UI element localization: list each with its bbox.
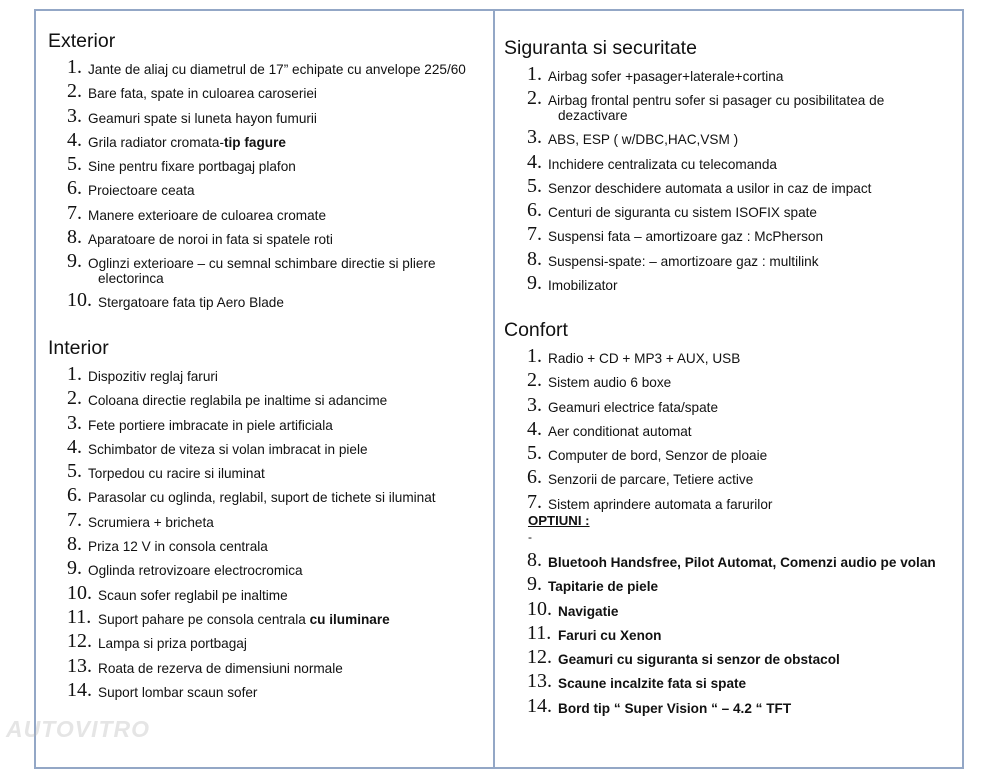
item-text: [558, 652, 840, 667]
item-number: 10.: [67, 289, 92, 312]
options-label: OPTIUNI :: [528, 513, 590, 528]
list-item: [527, 273, 957, 297]
item-text-regular: Computer de bord, Senzor de ploaie: [548, 448, 768, 464]
item-number: 5.: [67, 460, 82, 483]
item-text-regular: Bare fata, spate in culoarea caroseriei: [88, 86, 317, 102]
item-text-regular: Airbag frontal pentru sofer si pasager cu posibilitatea de: [548, 93, 885, 109]
item-text-regular: Grila radiator cromata-: [88, 134, 224, 150]
item-text-regular: Suspensi fata – amortizoare gaz : McPherson: [548, 229, 824, 245]
item-text: [548, 497, 772, 512]
item-text-regular: Inchidere centralizata cu telecomanda: [548, 156, 777, 172]
item-text-regular: Suport lombar scaun sofer: [98, 684, 258, 700]
item-text: [548, 375, 671, 390]
column-divider: [493, 9, 495, 769]
list-item: [527, 467, 957, 491]
item-text-regular: Aer conditionat automat: [548, 423, 692, 439]
list-item: [527, 647, 967, 671]
item-number: 8.: [67, 226, 82, 249]
item-text-regular: Dispozitiv reglaj faruri: [88, 369, 218, 384]
item-number: 9.: [67, 557, 82, 580]
item-text: [88, 442, 368, 457]
item-number: 5.: [67, 153, 82, 176]
item-number: 1.: [527, 345, 542, 367]
item-text-regular: Stergatoare fata tip Aero Blade: [98, 295, 284, 311]
item-text: [88, 539, 268, 554]
item-text-bold: cu iluminare: [309, 611, 390, 627]
list-item: [67, 178, 487, 202]
list-item: [67, 485, 487, 509]
item-text: [98, 295, 284, 310]
list-item: [527, 492, 957, 516]
item-text: [88, 369, 218, 384]
item-number: 13.: [527, 670, 552, 693]
item-text-regular: Torpedou cu racire si iluminat: [88, 466, 265, 482]
item-text-regular: Senzor deschidere automata a usilor in caz de impact: [548, 180, 872, 196]
list-item: [67, 534, 487, 558]
item-text: [558, 628, 661, 643]
list-item: [527, 574, 967, 598]
item-text: [88, 466, 265, 481]
item-text-regular: Radio + CD + MP3 + AUX, USB: [548, 351, 741, 366]
list-item: [527, 127, 957, 151]
item-text-regular: Priza 12 V in consola centrala: [88, 539, 268, 555]
item-number: 10.: [67, 581, 92, 604]
item-text: [88, 232, 333, 247]
item-text-bold: Geamuri cu siguranta si senzor de obstacol: [558, 652, 840, 668]
item-number: 2.: [67, 387, 82, 410]
item-number: 4.: [67, 435, 82, 458]
siguranta-list: [527, 64, 957, 297]
item-text-regular: ABS, ESP ( w/DBC,HAC,VSM ): [548, 132, 739, 148]
list-item: [67, 106, 487, 130]
item-text: [98, 588, 288, 603]
list-item: [67, 388, 487, 412]
list-item: [67, 227, 487, 251]
confort-list: [527, 346, 957, 516]
item-text: [548, 69, 783, 84]
item-number: 4.: [67, 128, 82, 151]
list-item: [527, 176, 957, 200]
item-text-regular: Scaun sofer reglabil pe inaltime: [98, 587, 288, 603]
list-item: [67, 130, 487, 154]
item-text: [548, 229, 823, 244]
options-list: [527, 550, 967, 720]
item-text: [548, 254, 819, 269]
item-number: 11.: [67, 605, 92, 628]
item-text: [98, 685, 257, 700]
item-number: 3.: [527, 126, 542, 149]
list-item: [527, 249, 957, 273]
item-number: 3.: [67, 104, 82, 127]
item-text-regular: Lampa si priza portbagaj: [98, 636, 247, 652]
item-number: 5.: [527, 174, 542, 197]
item-number: 6.: [527, 466, 542, 489]
list-item: [67, 203, 487, 227]
item-text: [88, 393, 387, 408]
item-text: [88, 208, 326, 223]
item-text-regular: Suport pahare pe consola centrala: [98, 611, 310, 627]
item-text-regular: Geamuri electrice fata/spate: [548, 399, 719, 415]
list-item: [67, 154, 487, 178]
item-text: [88, 418, 333, 433]
item-text: [88, 490, 436, 505]
item-number: 10.: [527, 597, 552, 620]
item-number: 6.: [67, 177, 82, 200]
list-item: [67, 364, 487, 388]
list-item: [527, 696, 967, 720]
item-text: [558, 676, 746, 691]
item-text-regular: Coloana directie reglabila pe inaltime si adancime: [88, 393, 388, 409]
item-text-regular: Oglinda retrovizoare electrocromica: [88, 563, 303, 579]
item-number: 6.: [67, 484, 82, 507]
item-number: 4.: [527, 150, 542, 173]
item-text: [548, 424, 692, 439]
item-text-regular: Schimbator de viteza si volan imbracat in piele: [88, 441, 368, 457]
item-text-regular: Proiectoare ceata: [88, 183, 195, 199]
item-text-continuation: dezactivare: [558, 108, 628, 124]
item-text-regular: Centuri de siguranta cu sistem ISOFIX spate: [548, 205, 817, 221]
item-text: [548, 472, 753, 487]
item-text: [98, 612, 390, 627]
item-text-regular: Jante de aliaj cu diametrul de 17” echipate cu anvelope 225/60: [88, 62, 466, 77]
item-text: [88, 62, 466, 77]
list-item: [67, 631, 487, 655]
list-item: [527, 224, 957, 248]
item-text-regular: Sistem audio 6 boxe: [548, 375, 672, 391]
item-number: 13.: [67, 654, 92, 677]
item-number: 14.: [67, 678, 92, 701]
item-text-regular: Senzorii de parcare, Tetiere active: [548, 472, 754, 488]
item-number: 3.: [527, 393, 542, 416]
item-number: 7.: [67, 201, 82, 224]
item-text: [558, 701, 791, 716]
item-text-regular: Airbag sofer +pasager+laterale+cortina: [548, 69, 784, 84]
list-item: [527, 671, 967, 695]
list-item: [527, 370, 957, 394]
watermark-logo: AUTOVITRO: [6, 716, 151, 742]
item-number: 2.: [67, 80, 82, 103]
item-text-regular: Manere exterioare de culoarea cromate: [88, 207, 327, 223]
item-text-continuation: electorinca: [98, 271, 164, 287]
item-text-bold: Navigatie: [558, 603, 619, 619]
item-number: 9.: [67, 250, 82, 273]
item-text: [98, 636, 247, 651]
list-item: [527, 152, 957, 176]
list-item: [527, 599, 967, 623]
item-text: [548, 157, 777, 172]
item-text: [88, 563, 303, 578]
item-text: [548, 448, 767, 463]
item-text: [548, 93, 884, 123]
item-text-regular: Geamuri spate si luneta hayon fumurii: [88, 110, 317, 126]
item-text: [98, 661, 343, 676]
list-item: [527, 550, 967, 574]
item-text: [558, 604, 618, 619]
item-text: [548, 400, 718, 415]
list-item: [67, 413, 487, 437]
item-text: [88, 86, 317, 101]
list-item: [527, 395, 957, 419]
list-item: [67, 510, 487, 534]
item-number: 14.: [527, 694, 552, 717]
item-text-regular: Fete portiere imbracate in piele artificiala: [88, 417, 333, 433]
list-item: [67, 251, 487, 290]
list-item: [527, 64, 957, 88]
item-number: 7.: [67, 508, 82, 531]
item-text: [88, 159, 296, 174]
list-item: [527, 88, 957, 127]
item-text-bold: Faruri cu Xenon: [558, 627, 662, 643]
item-text-regular: Suspensi-spate: – amortizoare gaz : multilink: [548, 253, 819, 269]
exterior-heading: Exterior: [48, 30, 116, 52]
item-text-regular: Sine pentru fixare portbagaj plafon: [88, 159, 296, 175]
item-number: 8.: [527, 247, 542, 270]
item-text: [548, 132, 738, 147]
item-text-bold: Bord tip “ Super Vision “ – 4.2 “ TFT: [558, 700, 792, 716]
list-item: [527, 346, 957, 370]
item-number: 2.: [527, 87, 542, 110]
item-text-regular: Oglinzi exterioare – cu semnal schimbare directie si pliere: [88, 256, 436, 272]
item-number: 3.: [67, 411, 82, 434]
item-number: 9.: [527, 272, 542, 295]
item-number: 2.: [527, 369, 542, 392]
item-number: 12.: [67, 630, 92, 653]
list-item: [67, 656, 487, 680]
item-text-regular: Aparatoare de noroi in fata si spatele roti: [88, 232, 333, 248]
item-number: 9.: [527, 573, 542, 596]
item-text: [88, 515, 214, 530]
list-item: [67, 583, 487, 607]
item-text: [548, 278, 618, 293]
item-text: [548, 351, 740, 366]
item-text-regular: Scrumiera + bricheta: [88, 514, 214, 530]
item-text-bold: Bluetooh Handsfree, Pilot Automat, Comenzi audio pe volan: [548, 555, 936, 570]
interior-list: [67, 364, 487, 704]
item-text-bold: Tapitarie de piele: [548, 579, 659, 595]
item-number: 7.: [527, 223, 542, 246]
list-item: [67, 437, 487, 461]
item-text: [88, 111, 317, 126]
list-item: [67, 680, 487, 704]
item-text-bold: Scaune incalzite fata si spate: [558, 676, 747, 692]
item-text: [88, 135, 286, 150]
options-dash: -: [528, 530, 532, 544]
item-text-regular: Imobilizator: [548, 278, 618, 294]
item-number: 1.: [67, 363, 82, 385]
list-item: [527, 419, 957, 443]
item-number: 5.: [527, 442, 542, 465]
list-item: [67, 558, 487, 582]
item-number: 6.: [527, 199, 542, 222]
item-number: 1.: [527, 63, 542, 85]
item-text: [548, 181, 871, 196]
exterior-list: [67, 57, 487, 315]
item-text-regular: Roata de rezerva de dimensiuni normale: [98, 660, 343, 676]
item-text-regular: Parasolar cu oglinda, reglabil, suport de tichete si iluminat: [88, 490, 436, 506]
list-item: [527, 623, 967, 647]
item-number: 1.: [67, 56, 82, 78]
item-number: 4.: [527, 417, 542, 440]
list-item: [67, 461, 487, 485]
item-text: [548, 555, 936, 570]
list-item: [67, 607, 487, 631]
list-item: [527, 443, 957, 467]
list-item: [67, 57, 487, 81]
item-text: [548, 579, 658, 594]
item-text-bold: tip fagure: [223, 134, 286, 150]
interior-heading: Interior: [48, 337, 109, 359]
item-text: [88, 183, 195, 198]
item-text: [548, 205, 817, 220]
confort-heading: Confort: [504, 319, 568, 341]
item-number: 12.: [527, 646, 552, 669]
item-text-regular: Sistem aprindere automata a farurilor: [548, 496, 773, 512]
list-item: [527, 200, 957, 224]
siguranta-heading: Siguranta si securitate: [504, 37, 697, 59]
item-number: 8.: [67, 533, 82, 556]
item-number: 11.: [527, 621, 552, 644]
list-item: [67, 81, 487, 105]
item-number: 8.: [527, 549, 542, 571]
item-text: [88, 256, 436, 286]
list-item: [67, 290, 487, 314]
item-number: 7.: [527, 490, 542, 513]
